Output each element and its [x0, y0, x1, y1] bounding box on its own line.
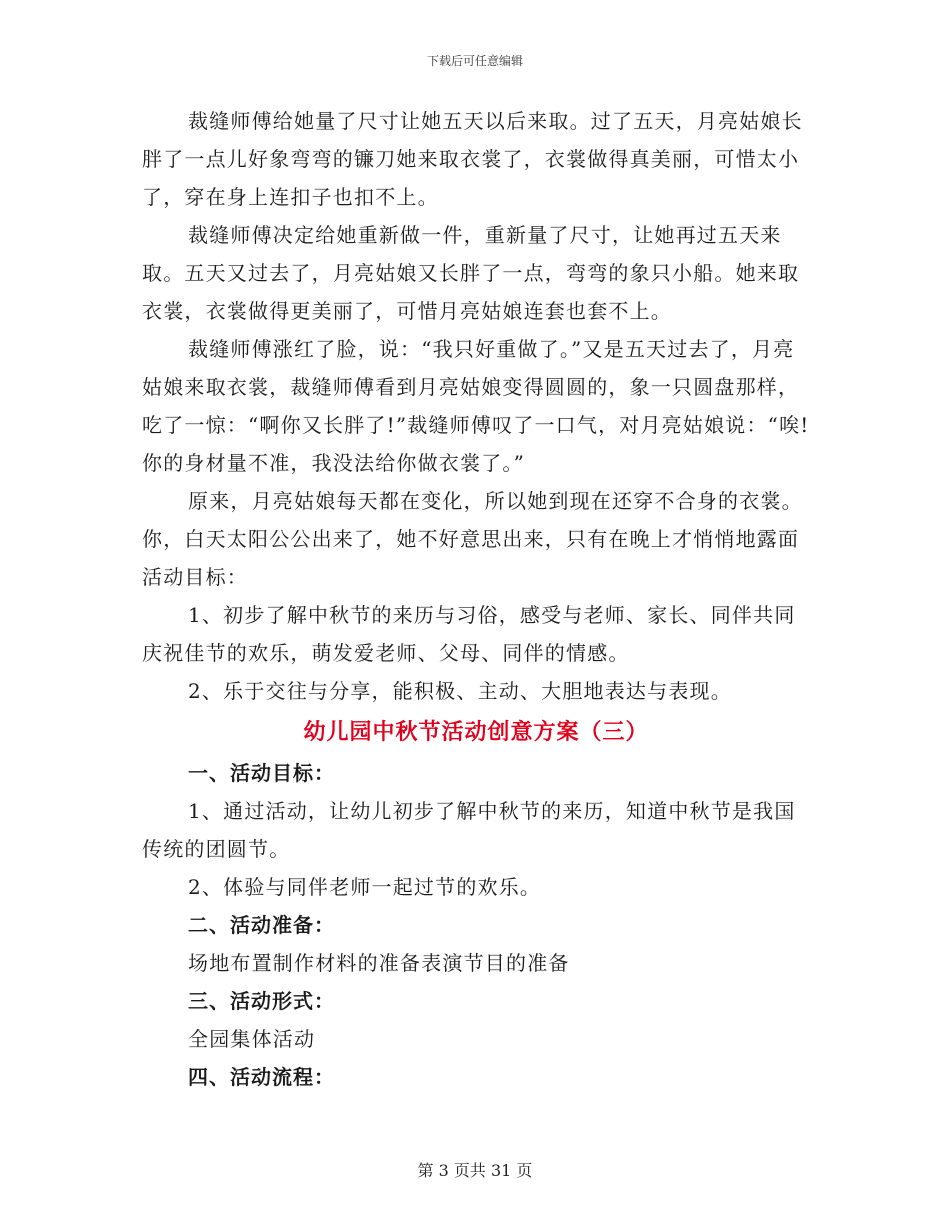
page-number: 第 3 页共 31 页	[417, 1161, 533, 1180]
story-paragraph: 原来，月亮姑娘每天都在变化，所以她到现在还穿不合身的衣裳。你，白天太阳公公出来了，她不好意思出来，只有在晚上才悄悄地露面活动目标：	[142, 489, 803, 589]
page-header-note: 下载后可任意编辑	[426, 54, 523, 68]
form-text: 全园集体活动	[188, 1027, 316, 1051]
goal-item: 1、通过活动，让幼儿初步了解中秋节的来历，知道中秋节是我国传统的团圆节。	[142, 799, 796, 861]
story-paragraph: 裁缝师傅决定给她重新做一件，重新量了尺寸，让她再过五天来取。五天又过去了，月亮姑娘又长胖了一点，弯弯的象只小船。她来取衣裳，衣裳做得更美丽了，可惜月亮姑娘连套也套不上。	[142, 223, 800, 323]
section-heading-goals: 一、活动目标：	[188, 761, 335, 785]
section-title: 幼儿园中秋节活动创意方案（三）	[303, 719, 649, 745]
goal-paragraph: 2、乐于交往与分享，能积极、主动、大胆地表达与表现。	[188, 679, 732, 703]
story-paragraph: 裁缝师傅涨红了脸，说：“我只好重做了。”又是五天过去了，月亮姑娘来取衣裳，裁缝师傅看到月亮姑娘变得圆圆的，象一只圆盘那样，吃了一惊：“啊你又长胖了!”裁缝师傅叹了一口气，对月亮姑娘说：“唉!你的身材量不准，我没法给你做衣裳了。”	[142, 337, 810, 475]
goal-item: 2、体验与同伴老师一起过节的欢乐。	[188, 875, 542, 899]
section-heading-form: 三、活动形式：	[188, 989, 335, 1013]
section-heading-process: 四、活动流程：	[188, 1065, 335, 1089]
preparation-text: 场地布置制作材料的准备表演节目的准备	[188, 951, 570, 975]
story-paragraph: 裁缝师傅给她量了尺寸让她五天以后来取。过了五天，月亮姑娘长胖了一点儿好象弯弯的镰刀她来取衣裳了，衣裳做得真美丽，可惜太小了，穿在身上连扣子也扣不上。	[142, 109, 803, 209]
document-body	[142, 102, 810, 1096]
section-heading-preparation: 二、活动准备：	[188, 913, 335, 937]
goal-paragraph: 1、初步了解中秋节的来历与习俗，感受与老师、家长、同伴共同庆祝佳节的欢乐，萌发爱老师、父母、同伴的情感。	[142, 603, 796, 665]
